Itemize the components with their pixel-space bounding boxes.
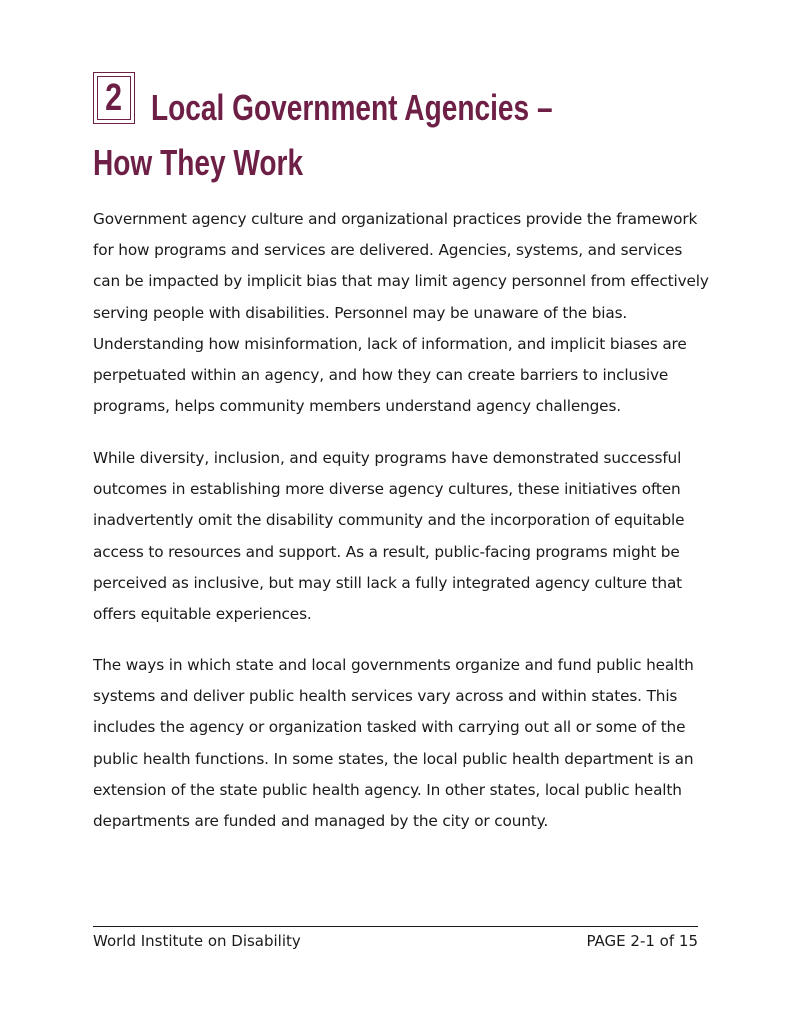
paragraph-line: perceived as inclusive, but may still lack a fully integrated agency culture that [93,573,683,592]
paragraph-line: includes the agency or organization tasked with carrying out all or some of the [93,718,686,737]
body-paragraph-1 [93,204,713,422]
chapter-number-badge [93,72,135,124]
paragraph-line: While diversity, inclusion, and equity programs have demonstrated successful [93,449,682,467]
footer-divider [93,926,698,927]
paragraph-line: Government agency culture and organizational practices provide the framework [93,210,698,228]
paragraph-line: perpetuated within an agency, and how they can create barriers to inclusive [93,366,669,385]
paragraph-line: outcomes in establishing more diverse agency cultures, these initiatives often [93,480,681,499]
chapter-number: 2 [105,77,123,119]
page-title-line-2: How They Work [93,142,304,183]
paragraph-line: serving people with disabilities. Personnel may be unaware of the bias. [93,303,628,322]
body-paragraph-2 [93,443,713,630]
paragraph-line: public health functions. In some states, the local public health department is an [93,749,694,768]
footer-page-number: PAGE 2-1 of 15 [586,932,698,950]
paragraph-line: access to resources and support. As a result, public-facing programs might be [93,542,680,561]
paragraph-line: inadvertently omit the disability community and the incorporation of equitable [93,511,685,530]
page-title-line-1: Local Government Agencies – [151,87,553,128]
paragraph-line: departments are funded and managed by the city or county. [93,812,549,831]
paragraph-line: for how programs and services are delivered. Agencies, systems, and services [93,241,683,260]
footer-organization: World Institute on Disability [93,932,301,950]
paragraph-line: systems and deliver public health services vary across and within states. This [93,687,678,706]
paragraph-line: programs, helps community members understand agency challenges. [93,397,621,416]
paragraph-line: can be impacted by implicit bias that may limit agency personnel from effectively [93,272,709,291]
paragraph-line: extension of the state public health agency. In other states, local public health [93,780,682,799]
paragraph-line: The ways in which state and local governments organize and fund public health [93,656,694,674]
paragraph-line: offers equitable experiences. [93,605,312,624]
body-paragraph-3 [93,650,713,837]
paragraph-line: Understanding how misinformation, lack of information, and implicit biases are [93,334,687,353]
